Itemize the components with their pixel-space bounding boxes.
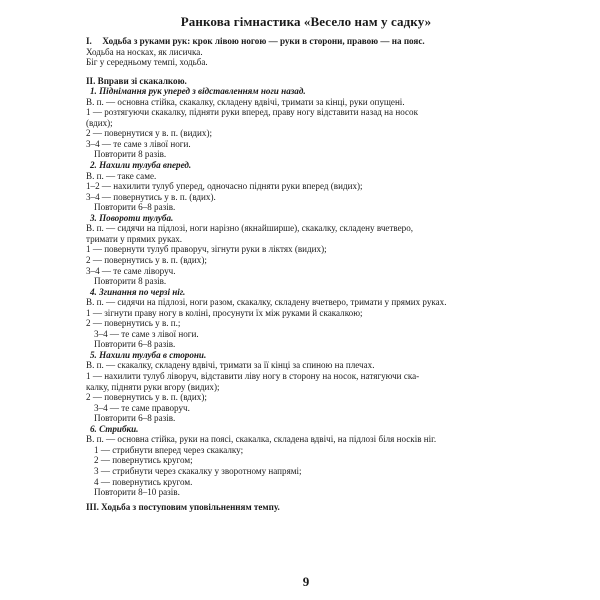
exercise-repeat: Повторити 8 разів.: [94, 149, 167, 160]
exercise-line: 2 — повернутись кругом;: [94, 455, 193, 466]
exercise-line: тримати у прямих руках.: [86, 233, 183, 244]
exercise-line: В. п. — сидячи на підлозі, ноги разом, скакалку, складену вчетверо, тримати у прямих руках.: [86, 297, 447, 308]
exercise-line: В. п. — скакалку, складену вдвічі, тримати за її кінці за спиною на плечах.: [86, 360, 375, 371]
exercise-line: 2 — повернутися у в. п. (видих);: [86, 128, 213, 139]
section-2-heading: II. Вправи зі скакалкою.: [86, 75, 187, 86]
exercise-1: [86, 86, 526, 160]
exercise-line: 1 — стрибнути вперед через скакалку;: [94, 444, 244, 455]
exercise-2: [86, 160, 526, 213]
section-3-heading: III. Ходьба з поступовим уповільненням темпу.: [86, 501, 280, 512]
page-number: 9: [302, 574, 310, 589]
section-1-number: I.: [86, 36, 92, 46]
exercise-repeat: Повторити 8–10 разів.: [94, 487, 180, 498]
exercise-line: В. п. — таке саме.: [86, 170, 157, 181]
section-1: [86, 36, 526, 68]
exercise-line: 1 — нахилити тулуб ліворуч, відставити ліву ногу в сторону на носок, натягуючи ска-: [86, 371, 420, 382]
exercise-line: 4 — повернутись кругом.: [94, 476, 193, 487]
section-1-heading-text: Ходьба з руками рук: крок лівою ногою — руки в сторони, правою — на пояс.: [102, 36, 425, 46]
exercise-line: 1 — зігнути праву ногу в коліні, просунути їх між руками й скакалкою;: [86, 307, 363, 318]
exercise-repeat: Повторити 6–8 разів.: [94, 413, 176, 424]
exercise-line: В. п. — основна стійка, руки на поясі, скакалка, складена вдвічі, на підлозі біля носків ніг.: [86, 434, 437, 445]
exercise-5: [86, 350, 526, 424]
exercise-title: 1. Піднімання рук уперед з відставленням ноги назад.: [90, 86, 306, 97]
exercise-title: 6. Стрибки.: [90, 423, 139, 434]
section-2: [86, 76, 526, 87]
exercise-title: 5. Нахили тулуба в сторони.: [90, 349, 207, 360]
exercise-title: 4. Згинання по черзі ніг.: [90, 286, 186, 297]
exercise-line: 1 — повернути тулуб праворуч, зігнути руки в ліктях (видих);: [86, 244, 327, 255]
exercise-line: 1 — розтягуючи скакалку, підняти руки вперед, праву ногу відставити назад на носок: [86, 107, 419, 118]
exercise-line: В. п. — основна стійка, скакалку, складену вдвічі, тримати за кінці, руки опущені.: [86, 96, 405, 107]
section-1-line: Біг у середньому темпі, ходьба.: [86, 57, 208, 68]
exercise-line: 1–2 — нахилити тулуб уперед, одночасно підняти руки вперед (видих);: [86, 181, 363, 192]
exercise-repeat: Повторити 8 разів.: [94, 276, 167, 287]
exercise-line: 3–4 — те саме з лівої ноги.: [86, 138, 191, 149]
exercise-line: 3–4 — повернутись у в. п. (вдих).: [86, 191, 216, 202]
page-title: Ранкова гімнастика «Весело нам у садку»: [180, 14, 432, 29]
exercise-repeat: Повторити 6–8 разів.: [94, 202, 176, 213]
exercise-line: 3–4 — те саме ліворуч.: [86, 265, 176, 276]
exercise-title: 3. Повороти тулуба.: [90, 212, 174, 223]
exercise-title: 2. Нахили тулуба вперед.: [90, 160, 192, 171]
exercise-line: 3–4 — те саме з лівої ноги.: [94, 328, 199, 339]
section-1-heading: [86, 36, 526, 47]
exercise-line: 2 — повернутись у в. п. (вдих);: [86, 254, 207, 265]
section-3: [86, 502, 526, 513]
exercise-6: [86, 424, 526, 498]
exercise-line: калку, підняти руки вгору (видих);: [86, 381, 220, 392]
exercise-line: В. п. — сидячи на підлозі, ноги нарізно (якнайширше), скакалку, складену вчетверо,: [86, 223, 414, 234]
exercise-line: 3–4 — те саме праворуч.: [94, 402, 190, 413]
exercise-3: [86, 213, 526, 287]
section-1-line: Ходьба на носках, як лисичка.: [86, 46, 203, 57]
exercise-line: 2 — повернутись у в. п. (вдих);: [86, 392, 207, 403]
exercise-line: (вдих);: [86, 117, 113, 128]
exercise-line: 3 — стрибнути через скакалку у зворотному напрямі;: [94, 465, 302, 476]
exercise-line: 2 — повернутись у в. п.;: [86, 318, 181, 329]
exercise-repeat: Повторити 6–8 разів.: [94, 339, 176, 350]
exercise-4: [86, 287, 526, 350]
